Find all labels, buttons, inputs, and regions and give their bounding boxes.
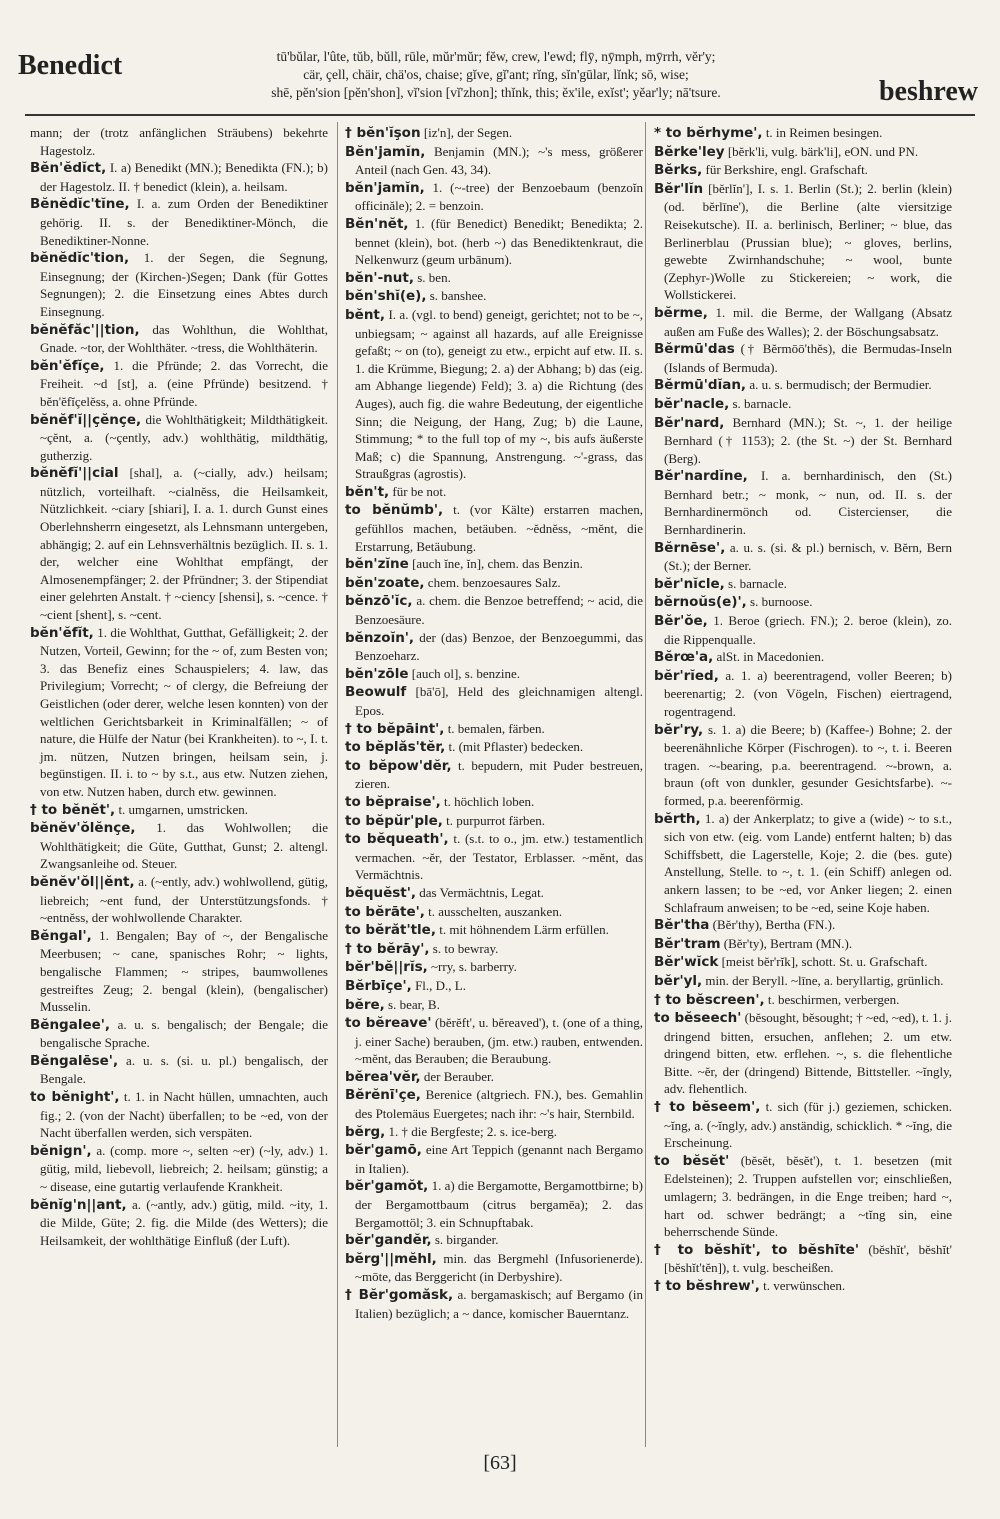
- entry-headword: Bĕrnēse',: [654, 539, 726, 556]
- dictionary-entry: [30, 1142, 328, 1196]
- entry-definition: chem. benzoesaures Salz.: [427, 574, 561, 590]
- entry-definition: a. u. s. (si. & pl.) bernisch, v. Bĕrn, Bern (St.); der Berner.: [664, 539, 952, 574]
- dictionary-entry: [654, 953, 952, 972]
- entry-definition: s. ben.: [417, 269, 451, 285]
- entry-headword: Bĕrĕnī'çe,: [345, 1087, 421, 1104]
- dictionary-entry: [345, 1086, 643, 1122]
- entry-headword: to bĕpŭr'ple,: [345, 812, 443, 829]
- page-number: [63]: [483, 1452, 517, 1474]
- entry-definition: (bĕsĕt, bĕsĕt'), t. 1. besetzen (mit Edelsteinen); 2. Truppen aufstellen vor; einschließen, umlagern; 3. bedrängen, in die Enge treiben; hard ~, hart od. schwer bedrängt; a ~tĭng sin, eine beherrschende Sünde.: [664, 1152, 952, 1240]
- entry-definition: († Bĕrmōō'thĕs), die Bermudas-Inseln (Islands of Bermuda).: [664, 341, 952, 375]
- entry-definition: [iz'n], der Segen.: [423, 125, 513, 140]
- entry-definition: 1. (~-tree) der Benzoebaum (benzoĭn officinăle); 2. = benzoin.: [355, 179, 643, 214]
- column-divider: [337, 122, 338, 1447]
- dictionary-entry: [654, 539, 952, 575]
- dictionary-entry: [654, 414, 952, 468]
- dictionary-entry: [30, 1016, 328, 1052]
- entry-definition: t. purpurrot färben.: [446, 812, 546, 828]
- dictionary-entry: [345, 124, 643, 143]
- dictionary-column-1: [30, 124, 328, 1444]
- dictionary-entry: [654, 1152, 952, 1241]
- entry-definition: das Wohlthun, die Wohlthat, Gnade. ~tor, der Wohlthäter. ~tress, die Wohlthäterin.: [40, 321, 328, 356]
- entry-headword: bĕn'ĕfĭçe,: [30, 357, 105, 374]
- entry-definition: t. beschirmen, verbergen.: [767, 991, 900, 1007]
- entry-headword: bĕn'zoate,: [345, 574, 425, 591]
- dictionary-entry: [345, 1123, 643, 1142]
- dictionary-entry: [30, 801, 328, 820]
- dictionary-entry: [345, 1141, 643, 1177]
- entry-headword: Bĕngal',: [30, 927, 92, 944]
- entry-definition: a. 1. a) beerentragend, voller Beeren; b) beerenartig; 2. (von Vögeln, Fischen) eiertragend, rogentragend.: [664, 667, 952, 719]
- entry-definition: 1. das Wohlwollen; die Wohlthätigkeit; die Güte, Gutthat, Gunst; 2. altengl. Zwangsanleihe od. Steuer.: [40, 820, 328, 872]
- entry-headword: bĕrme,: [654, 304, 708, 321]
- entry-definition: der Berauber.: [423, 1068, 494, 1084]
- entry-definition: das Vermächtnis, Legat.: [419, 884, 544, 900]
- entry-definition: für Berkshire, engl. Grafschaft.: [705, 162, 868, 178]
- dictionary-entry: [345, 903, 643, 922]
- entry-definition: I. a. bernhardinisch, den (St.) Bernhard betr.; ~ monk, ~ nun, od. II. s. der Bernhardinermönch od. Cistercienser, die Bernhardinerin.: [664, 468, 952, 538]
- entry-headword: Bĕr'ŏe,: [654, 613, 708, 630]
- dictionary-entry: [654, 161, 952, 180]
- entry-definition: s. birgander.: [434, 1232, 499, 1248]
- dictionary-entry: [654, 612, 952, 648]
- entry-definition: 1. der Segen, die Segnung, Einsegnung; der (Kirchen-)Segen; Dank (für Gottes Segnungen); 2. die Einsetzung eines Abtes durch Einsegnung.: [40, 250, 328, 319]
- dictionary-entry: [345, 793, 643, 812]
- entry-headword: Bĕrmū'das: [654, 341, 735, 358]
- entry-headword: to bĕpraise',: [345, 793, 441, 810]
- dictionary-entry: [654, 810, 952, 917]
- entry-headword: bĕnign',: [30, 1142, 92, 1159]
- dictionary-entry: [30, 819, 328, 873]
- entry-headword: bĕr'gamŏt,: [345, 1178, 429, 1195]
- entry-headword: bĕrea'vĕr,: [345, 1068, 421, 1085]
- entry-headword: † to bĕnĕt',: [30, 801, 116, 818]
- entry-headword: † to bĕshĭt', to bĕshīte': [654, 1241, 859, 1258]
- dictionary-entry: [30, 357, 328, 411]
- entry-definition: t. ausschelten, auszanken.: [428, 903, 563, 919]
- entry-headword: Bĕngalee',: [30, 1016, 111, 1033]
- entry-headword: bĕn'zōle: [345, 665, 409, 682]
- dictionary-entry: [654, 124, 952, 143]
- entry-definition: a. u. s. (si. u. pl.) bengalisch, der Bengale.: [40, 1052, 328, 1087]
- entry-headword: † bĕn'ĭşon: [345, 125, 421, 141]
- dictionary-entry: [345, 738, 643, 757]
- dictionary-entry: [654, 1241, 952, 1277]
- entry-definition: I. a. (vgl. to bend) geneigt, gerichtet; not to be ~, unbiegsam; ~ against all hazards, auf alle Ereignisse gefaßt; ~ on (to), geneigt zu etw., erpicht auf etw. II. s. 1. die Krümme, Biegung; 2. a) der Abhang; b) das (eig. am Abhange liegende) Feld); 3. a) die Richtung (des Auges), auch fig. die wahre Bedeutung, der eigentliche Sinn; die Neigung, der Hang, Zug; b) die Laune, Stimmung; * to the full top of my ~, bis aufs äußerste Maß; c) die Spannung, Anstrengung. ~'-grass, das Straußgras (agrostis).: [355, 306, 643, 482]
- entry-headword: to bĕnŭmb',: [345, 502, 444, 519]
- dictionary-entry: [345, 1286, 643, 1322]
- entry-headword: Beowulf: [345, 684, 407, 701]
- entry-headword: bĕnĕv'ŏl||ĕnt,: [30, 873, 135, 890]
- entry-headword: Bĕrks,: [654, 162, 703, 179]
- entry-headword: Bĕrmū'dĭan,: [654, 377, 747, 394]
- entry-headword: to bĕrāte',: [345, 903, 425, 920]
- dictionary-entry: [654, 935, 952, 954]
- entry-definition: (bĕsought, bĕsought; † ~ed, ~ed), t. 1. j. dringend bitten, ersuchen, anflehen; 2. um etw. dringend bitten, etw. erflehen. ~, s. die flehentliche Bitte. ~ĕr, der (dringend) Bittende, Bittsteller. ~ĭngly, adv. flehentlich.: [664, 1010, 952, 1097]
- entry-headword: bĕnĕdĭc'tion,: [30, 250, 130, 267]
- entry-headword: Bĕr'lĭn: [654, 180, 704, 197]
- entry-definition: (Bĕr'ty), Bertram (MN.).: [723, 935, 853, 951]
- dictionary-entry: [654, 575, 952, 594]
- entry-definition: (bĕrĕft', u. bĕreaved'), t. (one of a thing, j. einer Sache) berauben, (jm. etw.) rauben, entwenden. ~mĕnt, das Berauben; die Beraubung.: [355, 1015, 643, 1067]
- entry-definition: 1. a) die Bergamotte, Bergamottbirne; b) der Bergamottbaum (citrus bergamēa); 2. das Bergamottöl; 3. ein Schnupftabak.: [355, 1178, 643, 1230]
- dictionary-entry: [345, 977, 643, 996]
- entry-headword: Bĕn'nĕt,: [345, 215, 409, 232]
- entry-definition: s. barnacle.: [732, 395, 792, 411]
- entry-headword: bĕr'gandĕr,: [345, 1232, 432, 1249]
- dictionary-entry: [345, 757, 643, 793]
- entry-headword: Bĕr'wĭck: [654, 954, 719, 971]
- entry-definition: s. 1. a) die Beere; b) (Kaffee-) Bohne; 2. der beerenähnliche Körper (Fischrogen). to ~, t. i. Beeren tragen. ~-bearing, p.a. beerentragend. ~-brown, a. braun (oft von dunkler, gesunder Gesichtsfarbe). ~-formed, p.a. beerenförmig.: [664, 721, 952, 808]
- entry-headword: Bĕn'ĕdĭct,: [30, 160, 107, 177]
- entry-definition: a. bergamaskisch; auf Bergamo (in Italien) bezüglich; a ~ dance, komischer Bauerntanz.: [355, 1287, 643, 1321]
- dictionary-entry: [345, 483, 643, 502]
- dictionary-entry: [654, 180, 952, 304]
- dictionary-entry: [345, 629, 643, 665]
- entry-headword: bĕn'zĭne: [345, 556, 409, 573]
- entry-definition: t. 1. in Nacht hüllen, umnachten, auch fig.; 2. (von der Nacht) überfallen; to be ~ed, von der Nacht überfallen werden, sich verspäten.: [40, 1089, 328, 1141]
- dictionary-entry: [345, 592, 643, 628]
- entry-headword: bĕr'bĕ||rĭs,: [345, 959, 428, 976]
- dictionary-entry: [654, 340, 952, 376]
- dictionary-entry: [345, 1014, 643, 1068]
- dictionary-entry: [654, 304, 952, 340]
- entry-definition: Bernhard (MN.); St. ~, 1. der heilige Bernhard († 1153); 2. (the St. ~) der St. Bernhard (Berg).: [664, 414, 952, 466]
- entry-headword: to bĕreave': [345, 1015, 432, 1032]
- entry-definition: mann; der (trotz anfänglichen Sträubens) bekehrte Hagestolz.: [30, 125, 328, 158]
- dictionary-entry: [654, 1277, 952, 1296]
- entry-headword: bĕrg,: [345, 1123, 386, 1140]
- entry-definition: 1. Beroe (griech. FN.); 2. beroe (klein), zo. die Rippenqualle.: [664, 613, 952, 647]
- dictionary-entry: [30, 1052, 328, 1088]
- entry-headword: bĕn'-nut,: [345, 269, 414, 286]
- entry-definition: s. banshee.: [429, 288, 487, 304]
- entry-definition: s. burnoose.: [750, 594, 813, 610]
- entry-definition: 1. † die Bergfeste; 2. s. ice-berg.: [388, 1123, 558, 1139]
- entry-headword: Bĕngalēse',: [30, 1052, 119, 1069]
- entry-definition: [shal], a. (~cially, adv.) heilsam; nützlich, vorteilhaft. ~cialnĕss, die Heilsamkeit, Nützlichkeit. ~ciary [shiari], I. a. 1. durch Gunst eines Oberlehnsherrn eingesetzt, als Lehnsmann untergeben, abhängig; 2. auf ein Lehnsverhältnis bezüglich. II. s. 1. der, welcher eine Wohlthat empfängt, der Almosenempfänger; 2. der Pfründner; 3. der Stipendiat einer gelehrten Anstalt. † ~ciency [shensi], s. ~cence. † ~cient [shent], s. ~cent.: [40, 465, 328, 623]
- entry-definition: t. (vor Kälte) erstarren machen, gefühllos machen, betäuben. ~ĕdnĕss, ~mĕnt, die Erstarrung, Betäubung.: [355, 502, 643, 554]
- dictionary-entry: [345, 306, 643, 483]
- dictionary-entry: [345, 179, 643, 215]
- dictionary-entry: [345, 940, 643, 959]
- entry-headword: Bĕr'nard,: [654, 414, 725, 431]
- dictionary-entry: [30, 873, 328, 927]
- entry-headword: bĕr'nĭcle,: [654, 575, 725, 592]
- entry-headword: to bĕnight',: [30, 1089, 120, 1106]
- entry-headword: bĕr'nacle,: [654, 395, 730, 412]
- dictionary-entry: [654, 648, 952, 667]
- entry-headword: bĕnĕfăc'||tion,: [30, 321, 140, 338]
- dictionary-entry: [345, 1177, 643, 1231]
- entry-headword: to bĕplăs'tĕr,: [345, 739, 446, 756]
- dictionary-entry: [30, 1088, 328, 1142]
- entry-headword: Bĕnĕdĭc'tĭne,: [30, 196, 130, 213]
- dictionary-entry: [30, 159, 328, 195]
- dictionary-column-2: [345, 124, 643, 1444]
- dictionary-entry: [654, 991, 952, 1010]
- dictionary-entry: [345, 143, 643, 179]
- entry-headword: bĕr'gamō,: [345, 1142, 422, 1159]
- entry-definition: 1. Bengalen; Bay of ~, der Bengalische Meerbusen; ~ cane, spanisches Rohr; ~ lights, bengalische Flammen; ~ stripes, baumwollenes gestreiftes Zeug; 2. bengal (klein), (bengalischer) Musselin.: [40, 927, 328, 1015]
- dictionary-entry: [345, 1231, 643, 1250]
- entry-definition: t. (s.t. to o., jm. etw.) testamentlich vermachen. ~ĕr, der Testator, Erblasser. ~mĕnt, das Vermächtnis.: [355, 831, 643, 883]
- entry-headword: bĕnĕf'ĭ||çĕnçe,: [30, 411, 142, 428]
- entry-definition: a. (~ently, adv.) wohlwollend, gütig, liebreich; ~ent fund, der Unterstützungsfonds. † ~entnĕss, der wohlwollende Charakter.: [40, 873, 328, 926]
- entry-headword: bĕn'shĭ(e),: [345, 288, 427, 305]
- entry-headword: † to bĕshrew',: [654, 1278, 760, 1294]
- entry-headword: bĕnzō'ĭc,: [345, 593, 413, 610]
- guide-word-right: beshrew: [878, 76, 978, 107]
- dictionary-entry: [345, 1068, 643, 1087]
- dictionary-entry: [345, 574, 643, 593]
- entry-headword: Bĕn'jamĭn,: [345, 143, 426, 160]
- entry-headword: * to bĕrhyme',: [654, 125, 763, 141]
- dictionary-entry: [345, 269, 643, 288]
- entry-headword: bĕnĭg'n||ant,: [30, 1196, 127, 1213]
- entry-definition: Benjamin (MN.); ~'s mess, größerer Anteil (nach Gen. 43, 34).: [355, 143, 643, 178]
- entry-definition: [bĕrk'li, vulg. bärk'li], eON. und PN.: [727, 143, 919, 159]
- dictionary-entry: [345, 215, 643, 269]
- entry-definition: t. mit höhnendem Lärm erfüllen.: [439, 922, 609, 938]
- entry-definition: t. bepudern, mit Puder bestreuen, zieren.: [355, 757, 643, 792]
- dictionary-entry: [345, 1250, 643, 1286]
- entry-headword: Bĕr'tha: [654, 917, 710, 934]
- pronunciation-key-line: tū'bŭlar, l'ûte, tŭb, bŭll, rūle, mŭr'mŭr; fĕw, crew, l'ewd; flȳ, nȳmph, mȳrrh, vĕr'y;: [276, 49, 716, 64]
- entry-definition: Berenice (altgriech. FN.), bes. Gemahlin des Ptolemäus Euergetes; nach ihr: ~'s hair, Sternbild.: [355, 1087, 643, 1122]
- column-divider: [645, 122, 646, 1447]
- entry-definition: alSt. in Macedonien.: [716, 649, 825, 665]
- dictionary-entry: [654, 1009, 952, 1098]
- entry-headword: bĕn'ĕfĭt,: [30, 624, 94, 641]
- dictionary-entry: [654, 667, 952, 721]
- entry-definition: a. u. s. bengalisch; der Bengale; die bengalische Sprache.: [40, 1016, 328, 1051]
- dictionary-entry: [654, 721, 952, 810]
- dictionary-entry: [345, 830, 643, 884]
- dictionary-entry: [345, 720, 643, 739]
- entry-headword: bĕnĕv'ŏlĕnçe,: [30, 820, 136, 837]
- entry-definition: [bĕrlĭn'], I. s. 1. Berlin (St.); 2. berlin (klein) (od. bĕrlīne'), die Berline (alte viersitzige Reisekutsche). II. a. berlinisch, Berliner; ~ blue, das Berlinerblau (Prussian blue); ~ gloves, berlins, gewebte Zwirnhandschuhe; ~ wool, bunte (Zephyr-)Wolle zu Stickereien; ~ work, die Wollstickerei.: [664, 180, 952, 303]
- header-rule: [25, 114, 975, 116]
- entry-definition: a. (~antly, adv.) gütig, mild. ~ity, 1. die Milde, Güte; 2. fig. die Milde (des Wetters); die Heilsamkeit, der wohlthätige Einfluß (der Luft).: [40, 1196, 328, 1248]
- dictionary-entry: [30, 124, 328, 159]
- entry-headword: bĕnĕfĭ'||cial: [30, 465, 119, 482]
- entry-headword: Bĕr'tram: [654, 935, 721, 952]
- entry-headword: Bĕrke'ley: [654, 143, 725, 160]
- entry-definition: a. u. s. bermudisch; der Bermudier.: [749, 377, 932, 393]
- dictionary-entry: [30, 411, 328, 465]
- entry-headword: † to bĕpāint',: [345, 720, 445, 737]
- entry-headword: to bĕpow'dĕr,: [345, 757, 452, 774]
- dictionary-entry: [30, 624, 328, 801]
- entry-headword: bĕr'rĭed,: [654, 667, 719, 684]
- entry-headword: † Bĕr'gomăsk,: [345, 1287, 454, 1303]
- entry-definition: für be not.: [392, 483, 447, 499]
- dictionary-entry: [654, 916, 952, 935]
- dictionary-entry: [345, 921, 643, 940]
- entry-definition: 1. mil. die Berme, der Wallgang (Absatz außen am Fuße des Walles); 2. der Böschungsabsatz.: [664, 304, 952, 339]
- entry-headword: Bĕrbīçe',: [345, 977, 412, 994]
- entry-definition: a. chem. die Benzoe betreffend; ~ acid, die Benzoesäure.: [355, 593, 643, 628]
- dictionary-entry: [30, 927, 328, 1016]
- entry-headword: bĕr'yl,: [654, 972, 703, 989]
- entry-definition: s. bear, B.: [388, 996, 440, 1012]
- entry-definition: (Bĕr'thy), Bertha (FN.).: [712, 917, 836, 933]
- entry-headword: † to bĕscreen',: [654, 991, 765, 1008]
- entry-headword: bĕrnoŭs(e)',: [654, 594, 747, 611]
- entry-definition: t. höchlich loben.: [444, 793, 535, 809]
- entry-definition: I. a) Benedikt (MN.); Benedikta (FN.); b) der Hagestolz. II. † benedict (klein), a. heilsam.: [40, 160, 328, 194]
- entry-definition: 1. die Wohlthat, Gutthat, Gefälligkeit; 2. der Nutzen, Vorteil, Gewinn; for the ~ of, zum Besten von; 3. das Benefiz eines Schauspielers; 4. law, das Privilegium; Vorrecht; ~ of clergy, die Befreiung der Geistlichen (oder derer, welche lesen konnten) von der weltlichen Gerichtsbarkeit in Kriminalfällen; ~ of nature, die Hülfe der Natur (bei Krankheiten). to ~, I. t. jm. nützen, Nutzen bringen, heilsam sein, j. begünstigen. II. i. to ~ by s.t., aus etw. Nutzen ziehen, von etw. Nutzen haben, durch etw. gewinnen.: [40, 624, 328, 799]
- dictionary-entry: [345, 287, 643, 306]
- entry-headword: bĕr'ry,: [654, 721, 704, 738]
- entry-definition: a. (comp. more ~, selten ~er) (~ly, adv.) 1. gütig, mild, liebevoll, liebreich; 2. heilsam; günstig; a ~ disease, eine gutartig verlaufende Krankheit.: [40, 1142, 328, 1195]
- entry-definition: t. in Reimen besingen.: [765, 125, 883, 140]
- entry-definition: t. sich (für j.) geziemen, schicken. ~ĭng, a. (~ĭngly, adv.) anständig, schicklich. * ~ĭng, die Erscheinung.: [664, 1099, 952, 1151]
- entry-headword: Bĕr'nardĭne,: [654, 468, 748, 485]
- dictionary-entry: [30, 321, 328, 357]
- dictionary-entry: [345, 665, 643, 684]
- entry-definition: s. barnacle.: [728, 575, 787, 591]
- entry-definition: t. verwünschen.: [763, 1278, 846, 1293]
- entry-headword: bĕrg'||mĕhl,: [345, 1250, 437, 1267]
- dictionary-entry: [345, 683, 643, 719]
- entry-definition: [auch ĭne, ĭn], chem. das Benzin.: [412, 556, 583, 572]
- entry-definition: (bĕshĭt', bĕshĭt' [bĕshĭt'tĕn]), t. vulg. bescheißen.: [664, 1241, 952, 1276]
- entry-definition: ~rry, s. barberry.: [431, 959, 517, 975]
- dictionary-entry: [654, 376, 952, 395]
- entry-headword: to bĕrăt'tle,: [345, 922, 436, 939]
- dictionary-entry: [345, 812, 643, 831]
- entry-headword: bĕn't,: [345, 483, 390, 500]
- pronunciation-key: [196, 48, 796, 102]
- dictionary-column-3: [654, 124, 952, 1444]
- entry-definition: die Wohlthätigkeit; Mildthätigkeit. ~çĕnt, a. (~çently, adv.) wohlthätig, mildthätig, gutherzig.: [40, 411, 328, 463]
- dictionary-entry: [654, 467, 952, 538]
- dictionary-entry: [30, 249, 328, 320]
- entry-headword: bĕquĕst',: [345, 884, 417, 901]
- entry-headword: to bĕsĕt': [654, 1152, 730, 1169]
- entry-definition: t. bemalen, färben.: [447, 720, 545, 736]
- entry-definition: I. a. zum Orden der Benediktiner gehörig. II. s. der Benediktiner-Mönch, die Benediktiner-Nonne.: [40, 196, 328, 248]
- dictionary-entry: [654, 395, 952, 414]
- entry-headword: to bĕseech': [654, 1010, 742, 1027]
- entry-definition: 1. die Pfründe; 2. das Vorrecht, die Freiheit. ~d [st], a. (eine Pfründe) besitzend. † bĕn'ĕfĭçelĕss, a. ohne Pfründe.: [40, 357, 328, 409]
- entry-definition: min. das Bergmehl (Infusorienerde). ~mōte, das Berggericht (in Derbyshire).: [355, 1250, 643, 1285]
- entry-definition: 1. a) der Ankerplatz; to give a (wide) ~ to s.t., sich von etw. (eig. vom Lande) entfernt halten; b) das Schiffsbett, die Lagerstelle, Koje; 2. die (bes. gute) Anstellung, Stelle. to ~, t. 1. (ein Schiff) anlegen od. ankern lassen; to be ~ed, vor Anker liegen; 2. einen Schlafraum anweisen; to be ~ed, seine Koje haben.: [664, 810, 952, 915]
- entry-definition: [meist bĕr'rĭk], schott. St. u. Grafschaft.: [721, 954, 928, 970]
- dictionary-entry: [654, 143, 952, 162]
- dictionary-entry: [654, 972, 952, 991]
- entry-definition: t. (mit Pflaster) bedecken.: [448, 739, 584, 755]
- entry-headword: to bĕqueath',: [345, 831, 449, 848]
- entry-headword: bĕnt,: [345, 306, 386, 323]
- entry-headword: Bĕrœ'a,: [654, 649, 714, 666]
- entry-definition: der (das) Benzoe, der Benzoegummi, das Benzoeharz.: [355, 629, 643, 664]
- entry-definition: 1. (für Benedict) Benedikt; Benedikta; 2. bennet (klein), bot. (herb ~) das Benediktenkraut, die Nelkenwurz (geum urbānum).: [355, 215, 643, 268]
- dictionary-entry: [345, 958, 643, 977]
- dictionary-entry: [654, 593, 952, 612]
- dictionary-entry: [654, 1098, 952, 1152]
- entry-definition: [auch ol], s. benzine.: [411, 665, 521, 681]
- dictionary-entry: [345, 884, 643, 903]
- dictionary-entry: [30, 195, 328, 249]
- pronunciation-key-line: cär, çell, chäir, chä'os, chaise; gĭve, gĭ'ant; rĭng, sĭn'gūlar, lĭnk; sō, wise;: [303, 67, 689, 82]
- entry-headword: bĕnzoĭn',: [345, 629, 415, 646]
- entry-headword: bĕrth,: [654, 810, 701, 827]
- entry-definition: t. umgarnen, umstricken.: [118, 801, 249, 817]
- entry-definition: min. der Beryll. ~līne, a. beryllartig, grünlich.: [705, 972, 944, 988]
- dictionary-entry: [30, 1196, 328, 1250]
- guide-word-left: Benedict: [18, 50, 123, 81]
- entry-definition: s. to bewray.: [432, 940, 499, 956]
- entry-headword: bĕn'jamĭn,: [345, 179, 425, 196]
- entry-definition: [bā'ō], Held des gleichnamigen altengl. Epos.: [355, 684, 643, 718]
- dictionary-entry: [345, 555, 643, 574]
- entry-headword: bĕre,: [345, 996, 385, 1013]
- dictionary-entry: [345, 996, 643, 1015]
- entry-headword: † to bĕseem',: [654, 1099, 761, 1116]
- dictionary-entry: [345, 501, 643, 555]
- entry-definition: eine Art Teppich (genannt nach Bergamo in Italien).: [355, 1142, 643, 1176]
- entry-headword: † to bĕrāy',: [345, 940, 430, 957]
- dictionary-entry: [30, 464, 328, 623]
- pronunciation-key-line: shē, pĕn'sion [pĕn'shon], vĭ'sion [vĭ'zhon]; thĭnk, this; ĕx'ile, exĭst'; yĕar'ly; nā'tsure.: [271, 85, 721, 100]
- entry-definition: Fl., D., L.: [415, 977, 466, 993]
